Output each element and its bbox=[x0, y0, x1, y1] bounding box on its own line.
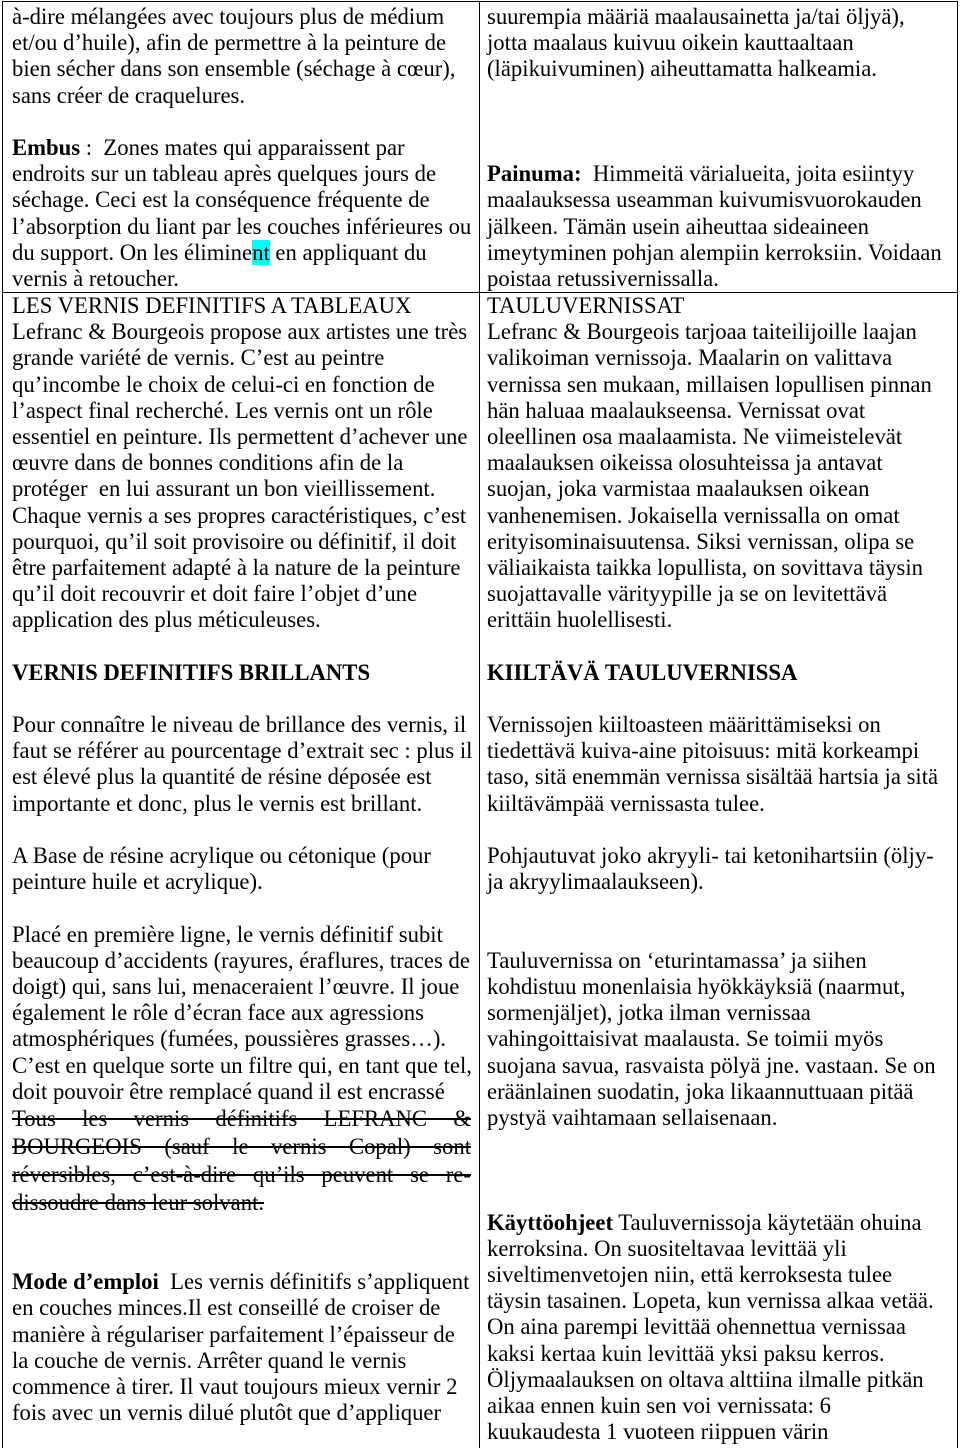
blank-line bbox=[487, 686, 949, 712]
text-line: fois avec un vernis dilué plutôt que d’appliquer bbox=[12, 1400, 442, 1426]
text-line bbox=[12, 1189, 471, 1217]
text-run: en appliquant du bbox=[269, 239, 427, 265]
text-line: imeytyminen pohjan alempiin kerroksiin. Voidaan bbox=[487, 239, 942, 265]
text-line: également le rôle d’écran face aux agressions bbox=[12, 1000, 424, 1026]
text-line: suurempia määriä maalausainetta ja/tai öljyä), bbox=[487, 4, 905, 29]
french-cell-row-2 bbox=[3, 293, 480, 1448]
text-run: Himmeitä värialueita, joita esiintyy bbox=[581, 161, 915, 187]
text-line: ja akryylimaalaukseen). bbox=[487, 869, 704, 895]
text-line: œuvre dans de bonnes conditions afin de la bbox=[12, 450, 404, 476]
text-line: grande variété de vernis. C’est au peintre bbox=[12, 345, 385, 371]
text-line: jälkeen. Tämän usein aiheuttaa sideaineen bbox=[487, 213, 869, 239]
blank-line bbox=[487, 922, 949, 948]
text-line: est élevé plus la quantité de résine déposée est bbox=[12, 764, 432, 790]
blank-line bbox=[487, 135, 949, 161]
text-run: Les vernis définitifs s’appliquent bbox=[158, 1269, 470, 1295]
bold-run: Mode d’emploi bbox=[12, 1269, 159, 1295]
text-line: eräänlainen suodatin, joka likaannuttuaan pitää bbox=[487, 1078, 914, 1104]
text-line: pystyä vaihtamaan sellaisenaan. bbox=[487, 1104, 778, 1130]
bold-run: VERNIS DEFINITIFS BRILLANTS bbox=[12, 659, 371, 685]
text-line: peinture huile et acrylique). bbox=[12, 869, 263, 895]
text-run: : Zones mates qui apparaissent par bbox=[80, 134, 405, 160]
text-line: à-dire mélangées avec toujours plus de médium bbox=[12, 4, 445, 29]
blank-line bbox=[12, 109, 471, 135]
text-line: On aina parempi levittää ohennettua vernissaa bbox=[487, 1314, 906, 1340]
text-line: aikaa ennen kuin sen voi vernissata: 6 bbox=[487, 1392, 831, 1418]
text-line: protéger en lui assurant un bon vieillissement. bbox=[12, 476, 436, 502]
bold-run: Käyttöohjeet bbox=[487, 1209, 613, 1235]
text-line: suojan, joka varmistaa maalauksen oikean bbox=[487, 476, 870, 502]
text-line: séchage. Ceci est la conséquence fréquente de bbox=[12, 187, 430, 213]
text-line: erittäin huolellisesti. bbox=[487, 607, 673, 633]
bold-run: Painuma: bbox=[487, 161, 582, 187]
text-line: kuukaudesta 1 vuoteen riippuen värin bbox=[487, 1419, 829, 1445]
text-line: qu’incombe le choix de celui-ci en fonction de bbox=[12, 371, 435, 397]
blank-line bbox=[12, 817, 471, 843]
text-line: oleellinen osa maalaamista. Ne viimeistelevät bbox=[487, 424, 903, 449]
text-line bbox=[12, 240, 471, 266]
text-line: poistaa retussivernissalla. bbox=[487, 265, 719, 291]
text-line: tiedettävä kuiva-aine pitoisuus: mitä korkeampi bbox=[487, 738, 920, 764]
highlight-run: nt bbox=[252, 239, 270, 265]
text-line: LES VERNIS DEFINITIFS A TABLEAUX bbox=[12, 293, 412, 319]
finnish-cell-row-1 bbox=[480, 2, 957, 293]
bold-run: Embus bbox=[12, 134, 81, 160]
text-line: en couches minces.Il est conseillé de croiser de bbox=[12, 1295, 441, 1321]
text-line: être parfaitement adapté à la nature de la peinture bbox=[12, 554, 461, 580]
text-line: Tauluvernissa on ‘eturintamassa’ ja siihen bbox=[487, 947, 867, 973]
blank-line bbox=[487, 109, 949, 135]
text-line: vernis à retoucher. bbox=[12, 265, 179, 291]
text-line: bien sécher dans son ensemble (séchage à cœur), bbox=[12, 56, 456, 82]
blank-line bbox=[12, 895, 471, 921]
text-line: Lefranc & Bourgeois tarjoaa taiteilijoille laajan bbox=[487, 319, 917, 345]
text-line: et/ou d’huile), afin de permettre à la peinture de bbox=[12, 30, 447, 56]
blank-line bbox=[487, 817, 949, 843]
text-line: suojana savua, rasvaista pölyä jne. vastaan. Se on bbox=[487, 1052, 936, 1078]
blank-line bbox=[12, 634, 471, 660]
text-line: taso, sitä enemmän vernissa sisältää hartsia ja sitä bbox=[487, 764, 939, 790]
text-line: väliaikaista taikka lopullista, on sovittava täysin bbox=[487, 554, 924, 580]
text-line: kohdistuu monenlaisia hyökkäyksiä (naarmut, bbox=[487, 973, 906, 999]
bilingual-table bbox=[2, 1, 958, 1448]
text-line: endroits sur un tableau après quelques jours de bbox=[12, 161, 437, 187]
text-line: kiiltävämpää vernissasta tulee. bbox=[487, 790, 765, 816]
text-line: Chaque vernis a ses propres caractéristiques, c’est bbox=[12, 502, 467, 528]
text-line: A Base de résine acrylique ou cétonique (pour bbox=[12, 843, 431, 868]
text-line: maalauksen oikeissa olosuhteissa ja antavat bbox=[487, 450, 883, 476]
text-line: atmosphériques (fumées, poussières grasses…). bbox=[12, 1026, 447, 1052]
text-line: importante et donc, plus le vernis est brillant. bbox=[12, 790, 423, 816]
text-line: Vernissojen kiiltoasteen määrittämiseksi on bbox=[487, 712, 881, 738]
text-line: Pohjautuvat joko akryyli- tai ketonihartsiin (öljy- bbox=[487, 843, 934, 868]
text-line: doigt) qui, sans lui, menaceraient l’œuvre. Il joue bbox=[12, 973, 460, 999]
blank-line bbox=[487, 1183, 949, 1209]
text-line: qu’il doit recouvrir et doit faire l’objet d’une bbox=[12, 581, 418, 607]
text-line: pourquoi, qu’il soit provisoire ou définitif, il doit bbox=[12, 528, 457, 554]
text-line: hän haluaa maalaukseensa. Vernissat ovat bbox=[487, 397, 866, 423]
strikethrough-run: BOURGEOIS (sauf le vernis Copal) sont bbox=[12, 1133, 471, 1159]
text-line: application des plus méticuleuses. bbox=[12, 607, 321, 633]
blank-line bbox=[12, 1217, 471, 1243]
text-line: C’est en quelque sorte un filtre qui, en tant que tel, bbox=[12, 1052, 472, 1078]
text-line: essentiel en peinture. Ils permettent d’achever une bbox=[12, 424, 468, 449]
text-line: valikoiman vernissoja. Maalarin on valittava bbox=[487, 345, 893, 371]
blank-line bbox=[487, 1157, 949, 1183]
text-line bbox=[487, 660, 949, 686]
text-line: (läpikuivuminen) aiheuttamatta halkeamia. bbox=[487, 56, 877, 82]
text-line: jotta maalaus kuivuu oikein kauttaaltaan bbox=[487, 30, 854, 56]
text-line: beaucoup d’accidents (rayures, éraflures, traces de bbox=[12, 947, 470, 973]
text-line: doit pouvoir être remplacé quand il est encrassé bbox=[12, 1078, 445, 1104]
blank-line bbox=[487, 83, 949, 109]
text-line: vahingoittaisivat maalausta. Se toimii myös bbox=[487, 1026, 884, 1052]
blank-line bbox=[487, 1131, 949, 1157]
text-line: Pour connaître le niveau de brillance des vernis, il bbox=[12, 712, 467, 738]
text-line: Placé en première ligne, le vernis définitif subit bbox=[12, 921, 443, 947]
text-line: maalauksessa useamman kuivumisvuorokauden bbox=[487, 187, 922, 213]
blank-line bbox=[12, 686, 471, 712]
strikethrough-run: Tous les vernis définitifs LEFRANC & bbox=[12, 1105, 471, 1131]
text-line bbox=[12, 1105, 471, 1133]
text-run: Tauluvernissoja käytetään ohuina bbox=[613, 1209, 922, 1235]
text-line: la couche de vernis. Arrêter quand le vernis bbox=[12, 1347, 407, 1373]
text-line: kaksi kertaa kuin levittää yksi paksu kerros. bbox=[487, 1340, 885, 1366]
text-line: TAULUVERNISSAT bbox=[487, 293, 685, 319]
text-line: sormenjäljet), jotka ilman vernissaa bbox=[487, 1000, 811, 1026]
text-line bbox=[12, 660, 471, 686]
text-line: Lefranc & Bourgeois propose aux artistes une très bbox=[12, 319, 468, 345]
bold-run: KIILTÄVÄ TAULUVERNISSA bbox=[487, 659, 798, 685]
text-line bbox=[12, 1133, 471, 1161]
text-run: du support. On les élimine bbox=[12, 239, 253, 265]
text-line: erityisominaisuutensa. Siksi vernissan, olipa se bbox=[487, 528, 915, 554]
text-line: vernissa sen mukaan, millaisen lopullisen pinnan bbox=[487, 371, 932, 397]
blank-line bbox=[487, 895, 949, 921]
text-line bbox=[487, 161, 949, 187]
text-line: commence à tirer. Il vaut toujours mieux vernir 2 bbox=[12, 1374, 458, 1399]
text-line bbox=[12, 1161, 471, 1189]
text-line: sans créer de craquelures. bbox=[12, 82, 246, 108]
text-line bbox=[487, 1210, 949, 1236]
strikethrough-run: réversibles, c’est-à-dire qu’ils peuvent se re- bbox=[12, 1161, 471, 1187]
text-line: l’aspect final recherché. Les vernis ont un rôle bbox=[12, 397, 433, 423]
text-line: vanhenemisen. Jokaisella vernissalla on omat bbox=[487, 502, 900, 528]
text-line: Öljymaalauksen on oltava alttiina ilmalle pitkän bbox=[487, 1366, 924, 1392]
text-line: suojattavalle värityypille ja se on levitettävä bbox=[487, 581, 888, 607]
text-line: täysin tasainen. Lopeta, kun vernissa alkaa vetää. bbox=[487, 1288, 934, 1314]
strikethrough-run: dissoudre dans leur solvant. bbox=[12, 1189, 265, 1215]
text-line: kerroksina. On suositeltavaa levittää yli bbox=[487, 1235, 847, 1261]
blank-line bbox=[487, 634, 949, 660]
french-cell-row-1 bbox=[3, 2, 480, 293]
text-line bbox=[12, 1269, 471, 1295]
text-line bbox=[12, 135, 471, 161]
blank-line bbox=[12, 1243, 471, 1269]
text-line: l’absorption du liant par les couches inférieures ou bbox=[12, 213, 472, 239]
text-line: siveltimenvetojen niin, että kerroksesta tulee bbox=[487, 1262, 893, 1287]
finnish-cell-row-2 bbox=[480, 293, 957, 1448]
text-line: manière à régulariser parfaitement l’épaisseur de bbox=[12, 1321, 455, 1347]
text-line: faut se référer au pourcentage d’extrait sec : plus il bbox=[12, 738, 473, 764]
